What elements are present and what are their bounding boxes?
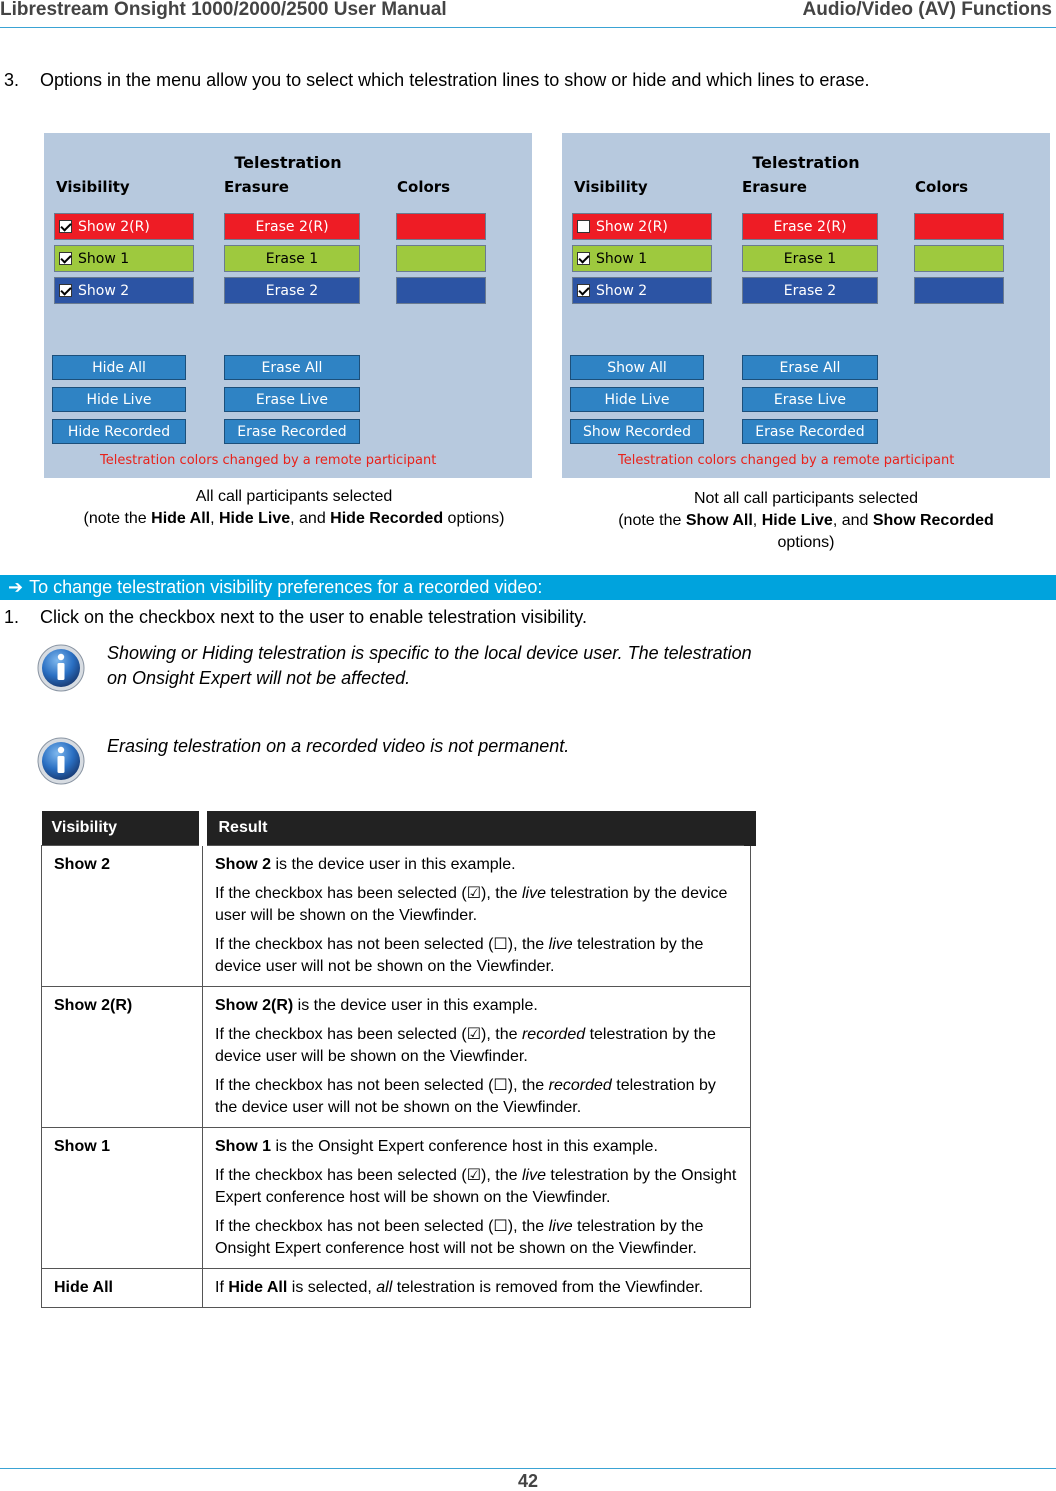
table-row	[42, 1268, 751, 1307]
color-swatch-red[interactable]	[914, 213, 1004, 240]
visibility-heading: Visibility	[56, 178, 130, 196]
table-header-row	[42, 811, 751, 845]
visibility-label: Show 1	[78, 250, 130, 267]
color-swatch-red[interactable]	[396, 213, 486, 240]
colors-heading: Colors	[397, 178, 451, 196]
color-swatch-blue[interactable]	[914, 277, 1004, 304]
section-title: Audio/Video (AV) Functions	[802, 0, 1052, 20]
show-recorded-button[interactable]: Show Recorded	[570, 419, 704, 444]
remote-color-note: Telestration colors changed by a remote participant	[100, 453, 437, 468]
step-3-text: Options in the menu allow you to select which telestration lines to show or hide and which lines to erase.	[40, 70, 870, 90]
checkbox-checked-icon[interactable]	[59, 284, 72, 297]
erase-recorded-button[interactable]: Erase Recorded	[224, 419, 360, 444]
row-result: Show 2(R) is the device user in this example. If the checkbox has been selected (☑), the recorded telestration by the device user will be shown on the Viewfinder. If the checkbox has not been selected (☐), the recorded telestration by the device user will not be shown on the Viewfinder.	[203, 986, 751, 1127]
arrow-right-icon: ➔	[8, 577, 24, 597]
color-swatch-green[interactable]	[396, 245, 486, 272]
checkbox-checked-icon[interactable]	[577, 252, 590, 265]
erase-live-button[interactable]: Erase Live	[742, 387, 878, 412]
caption-left	[44, 486, 544, 530]
row-key: Show 2	[42, 845, 203, 986]
caption-line: (note the Show All, Hide Live, and Show Recorded	[618, 512, 994, 529]
note-text: Erasing telestration on a recorded video is not permanent.	[107, 736, 570, 756]
visibility-label: Show 2(R)	[78, 218, 150, 235]
procedure-title: To change telestration visibility preferences for a recorded video:	[29, 577, 543, 597]
erase-2-button[interactable]: Erase 2	[224, 277, 360, 304]
telestration-title: Telestration	[234, 153, 342, 172]
page-number: 42	[517, 1471, 539, 1491]
checkbox-checked-icon[interactable]	[59, 220, 72, 233]
visibility-show-2[interactable]	[572, 277, 712, 304]
step-1-text: Click on the checkbox next to the user to enable telestration visibility.	[40, 607, 587, 627]
hide-live-button[interactable]: Hide Live	[52, 387, 186, 412]
caption-line: All call participants selected	[195, 488, 393, 505]
visibility-show-2r[interactable]	[572, 213, 712, 240]
visibility-show-2r[interactable]	[54, 213, 194, 240]
column-header-visibility: Visibility	[42, 811, 203, 845]
row-key: Show 2(R)	[42, 986, 203, 1127]
row-key: Show 1	[42, 1127, 203, 1268]
telestration-title: Telestration	[752, 153, 860, 172]
telestration-menu-all-selected	[44, 133, 532, 478]
table-row	[42, 986, 751, 1127]
show-all-button[interactable]: Show All	[570, 355, 704, 380]
erase-all-button[interactable]: Erase All	[224, 355, 360, 380]
manual-title: Librestream Onsight 1000/2000/2500 User Manual	[0, 0, 447, 20]
hide-live-button[interactable]: Hide Live	[570, 387, 704, 412]
visibility-results-table	[41, 811, 756, 1308]
page-header	[0, 0, 1056, 28]
note-text: Showing or Hiding telestration is specific to the local device user. The telestration on Onsight Expert will not be affected.	[107, 643, 752, 688]
info-icon	[36, 736, 86, 786]
table-row	[42, 845, 751, 986]
erase-1-button[interactable]: Erase 1	[224, 245, 360, 272]
hide-recorded-button[interactable]: Hide Recorded	[52, 419, 186, 444]
color-swatch-green[interactable]	[914, 245, 1004, 272]
column-header-result: Result	[203, 811, 751, 845]
erase-all-button[interactable]: Erase All	[742, 355, 878, 380]
checkbox-unchecked-icon[interactable]	[577, 220, 590, 233]
step-1	[4, 607, 587, 628]
visibility-show-1[interactable]	[572, 245, 712, 272]
row-result: Show 2 is the device user in this example. If the checkbox has been selected (☑), the live telestration by the device user will be shown on the Viewfinder. If the checkbox has not been selected (☐), the live telestration by the device user will not be shown on the Viewfinder.	[203, 845, 751, 986]
visibility-label: Show 2	[78, 282, 130, 299]
caption-right	[562, 488, 1050, 554]
row-key: Hide All	[42, 1268, 203, 1307]
procedure-heading	[0, 575, 1056, 600]
page-footer	[0, 1468, 1056, 1491]
erasure-heading: Erasure	[224, 178, 289, 196]
erase-live-button[interactable]: Erase Live	[224, 387, 360, 412]
erase-2r-button[interactable]: Erase 2(R)	[742, 213, 878, 240]
erasure-heading: Erasure	[742, 178, 807, 196]
step-3-number: 3.	[4, 70, 20, 90]
checkbox-checked-icon[interactable]	[577, 284, 590, 297]
visibility-show-1[interactable]	[54, 245, 194, 272]
step-3	[4, 70, 869, 91]
visibility-show-2[interactable]	[54, 277, 194, 304]
caption-line: (note the Hide All, Hide Live, and Hide Recorded options)	[83, 510, 505, 527]
remote-color-note: Telestration colors changed by a remote participant	[618, 453, 955, 468]
visibility-heading: Visibility	[574, 178, 648, 196]
colors-heading: Colors	[915, 178, 969, 196]
erase-recorded-button[interactable]: Erase Recorded	[742, 419, 878, 444]
caption-line: options)	[777, 534, 835, 551]
visibility-label: Show 2(R)	[596, 218, 668, 235]
info-icon	[36, 643, 86, 693]
caption-line: Not all call participants selected	[693, 490, 919, 507]
color-swatch-blue[interactable]	[396, 277, 486, 304]
telestration-menu-not-all-selected	[562, 133, 1050, 478]
row-result: If Hide All is selected, all telestration is removed from the Viewfinder.	[203, 1268, 751, 1307]
erase-1-button[interactable]: Erase 1	[742, 245, 878, 272]
visibility-label: Show 1	[596, 250, 648, 267]
checkbox-checked-icon[interactable]	[59, 252, 72, 265]
step-1-number: 1.	[4, 607, 20, 627]
hide-all-button[interactable]: Hide All	[52, 355, 186, 380]
visibility-label: Show 2	[596, 282, 648, 299]
erase-2r-button[interactable]: Erase 2(R)	[224, 213, 360, 240]
erase-2-button[interactable]: Erase 2	[742, 277, 878, 304]
row-result: Show 1 is the Onsight Expert conference host in this example. If the checkbox has been selected (☑), the live telestration by the Onsight Expert conference host will be shown on the Viewfinder. If the checkbox has not been selected (☐), the live telestration by the Onsight Expert conference host will not be shown on the Viewfinder.	[203, 1127, 751, 1268]
table-row	[42, 1127, 751, 1268]
